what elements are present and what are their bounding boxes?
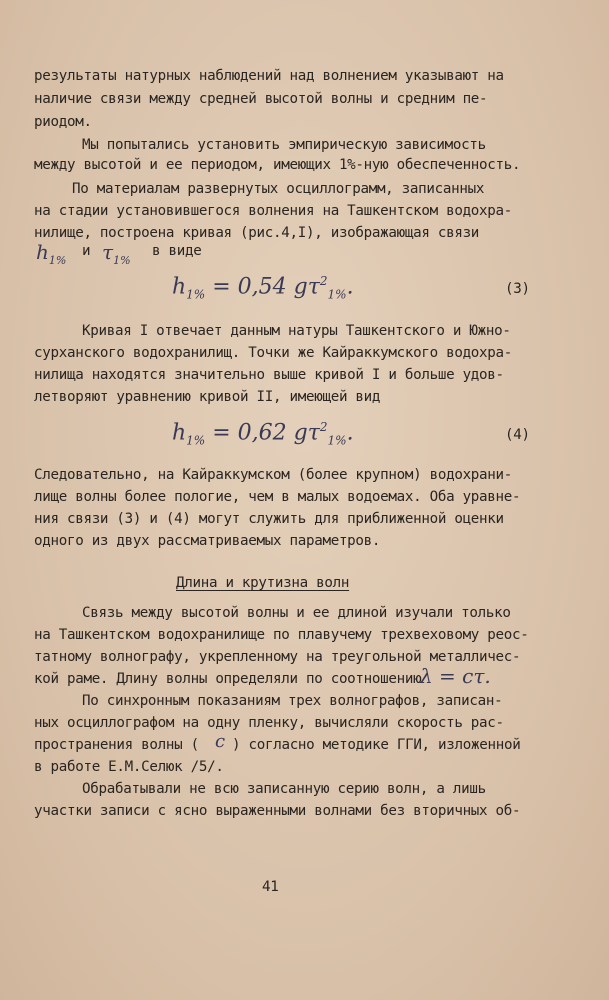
text-line: ) согласно методике ГГИ, изложенной (232, 737, 521, 753)
text-line: сурханского водохранилищ. Точки же Кайраккумского водохра- (34, 345, 513, 361)
handwritten-c: c (215, 731, 226, 752)
text-line: ния связи (3) и (4) могут служить для приближенной оценки (34, 511, 504, 527)
text-line: в работе Е.М.Селюк /5/. (34, 759, 224, 775)
equation-wavelength: λ = cτ. (420, 664, 491, 688)
equation-4: $h_{1\%} = 0,62$ $g\tau^2_{1\%}$. (172, 420, 354, 448)
text-line: риодом. (34, 114, 92, 130)
text-line: результаты натурных наблюдений над волнением указывают на (34, 68, 504, 84)
text-line: нилище, построена кривая (рис.4,I), изображающая связи (34, 225, 480, 241)
text-line: на стадии установившегося волнения на Ташкентском водохра- (34, 203, 513, 219)
text-line: в виде (152, 243, 202, 259)
text-line: между высотой и ее периодом, имеющих 1%-ную обеспеченность. (34, 157, 521, 173)
page-number: 41 (262, 879, 279, 895)
text-line: татному волнографу, укрепленному на треугольной металличес- (34, 649, 521, 665)
text-line: кой раме. Длину волны определяли по соотношению (34, 671, 422, 687)
text-line: Обрабатывали не всю записанную серию волн, а лишь (82, 781, 486, 797)
equation-number: (3) (505, 281, 530, 297)
text-line: одного из двух рассматриваемых параметров. (34, 533, 381, 549)
text-line: Связь между высотой волны и ее длиной изучали только (82, 605, 511, 621)
text-line: По синхронным показаниям трех волнографов, записан- (82, 693, 503, 709)
equation-3: $h_{1\%} = 0,54$ $g\tau^2_{1\%}$. (172, 274, 354, 302)
text-line: По материалам развернутых осциллограмм, записанных (72, 181, 485, 197)
text-line: нилища находятся значительно выше кривой I и больше удов- (34, 367, 504, 383)
text-line: наличие связи между средней высотой волны и средним пе- (34, 91, 488, 107)
equation-number: (4) (505, 427, 530, 443)
text-line: лище волны более пологие, чем в малых водоемах. Оба уравне- (34, 489, 521, 505)
text-line: Кривая I отвечает данным натуры Ташкентского и Южно- (82, 323, 511, 339)
text-line: ных осциллографом на одну пленку, вычисляли скорость рас- (34, 715, 504, 731)
text-line: и (82, 243, 91, 259)
handwritten-tau: $\tau_{1\%}$ (102, 240, 131, 267)
text-line: летворяют уравнению кривой II, имеющей вид (34, 389, 381, 405)
text-line: Следовательно, на Кайраккумском (более крупном) водохрани- (34, 467, 513, 483)
section-heading: Длина и крутизна волн (176, 575, 350, 591)
text-line: Мы попытались установить эмпирическую зависимость (82, 137, 486, 153)
text-line: участки записи с ясно выраженными волнами без вторичных об- (34, 803, 521, 819)
text-line: пространения волны ( (34, 737, 199, 753)
text-line: на Ташкентском водохранилище по плавучему трехвеховому реос- (34, 627, 529, 643)
handwritten-h: $h_{1\%}$ (36, 240, 67, 267)
